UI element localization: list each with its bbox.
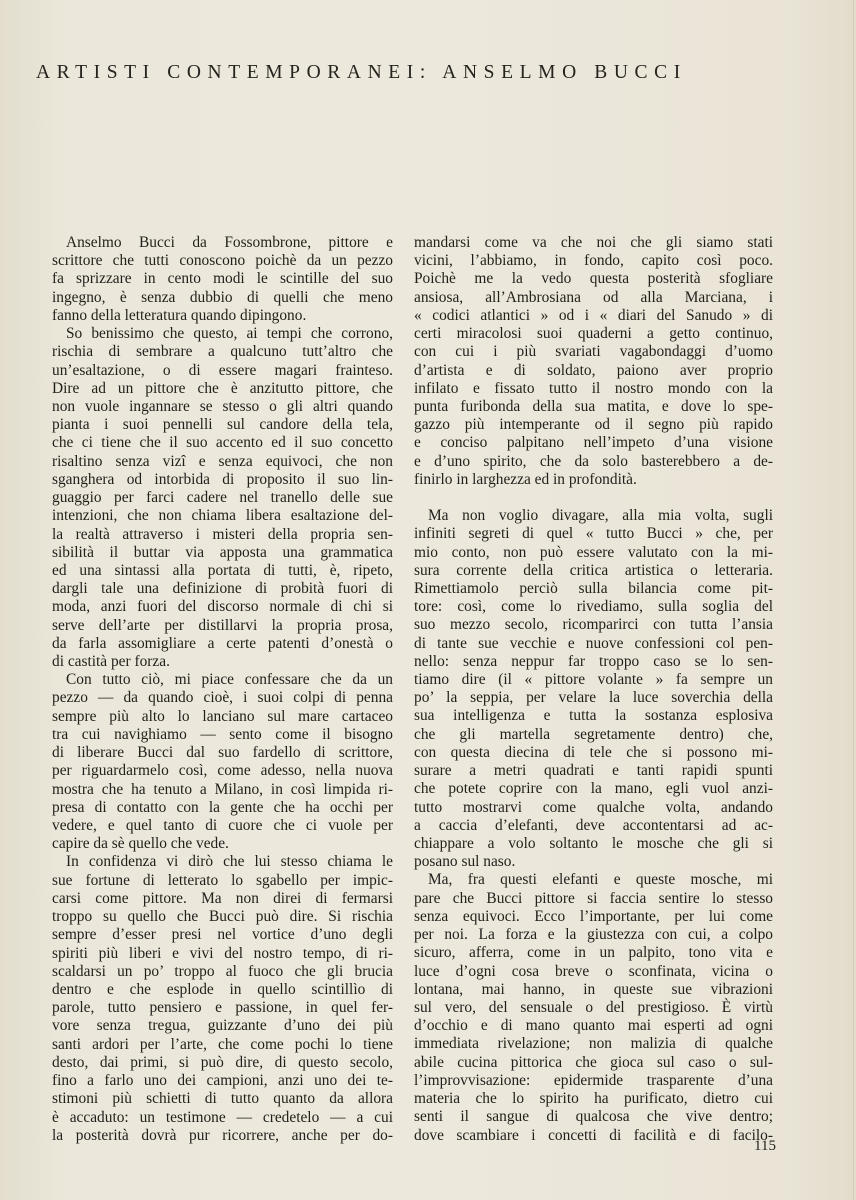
text-line: sicuro, afferra, come in un palpito, tono vita e	[414, 944, 773, 962]
text-line: sue fortune di letterato lo sgabello per impic-	[52, 871, 393, 889]
text-line: tore: così, come lo rivediamo, sulla soglia del	[414, 598, 773, 616]
text-line: senti il sangue di qualcosa che vive dentro;	[414, 1108, 773, 1126]
text-line: So benissimo che questo, ai tempi che corrono,	[66, 325, 393, 343]
text-line: abile cucina pittorica che gioca sul caso o sul-	[414, 1053, 773, 1071]
text-line: l’improvvisazione: epidermide trasparente d’una	[414, 1071, 773, 1089]
text-line: da farla assomigliare a certe patenti d’onestà o	[52, 634, 393, 652]
text-line: suo mezzo secolo, ricomparirci con tutta l’ansia	[414, 616, 773, 634]
text-line: sempre d’esser presi nel vortice d’uno degli	[52, 926, 393, 944]
text-line: vore senza tregua, guizzante d’uno dei più	[52, 1017, 393, 1035]
text-line: intenzioni, che non chiama libera esaltazione del-	[52, 507, 393, 525]
text-line: con cui i più svariati vagabondaggi d’uomo	[414, 343, 773, 361]
text-line: luce d’ogni cosa breve o sconfinata, vicina o	[414, 962, 773, 980]
text-column-left	[52, 234, 393, 1145]
text-line: senza equivoci. Ecco l’importante, per lui come	[414, 907, 773, 925]
text-line: guaggio per farci cadere nel tranello delle sue	[52, 489, 393, 507]
text-line: parole, tutto pensiero e passione, in quel fer-	[52, 999, 393, 1017]
text-line: Poichè me la vedo questa posterità sfogliare	[414, 270, 773, 288]
text-line: con questa diecina di tele che si possono mi-	[414, 743, 773, 761]
text-line: serve dell’arte per distillarvi la propria prosa,	[52, 616, 393, 634]
page-number: 115	[754, 1138, 776, 1154]
text-line: infiniti segreti di quel « tutto Bucci » che, per	[414, 525, 773, 543]
text-line: nello: senza neppur far troppo caso se lo sen-	[414, 652, 773, 670]
text-line: « codici atlantici » od i « diari del Sanudo » di	[414, 306, 773, 324]
text-line: In confidenza vi dirò che lui stesso chiama le	[66, 853, 393, 871]
text-line: desto, dai primi, si può dire, di questo secolo,	[52, 1053, 393, 1071]
text-line: Dire ad un pittore che è anzitutto pittore, che	[52, 379, 393, 397]
text-line: è accaduto: un testimone — credetelo — a cui	[52, 1108, 393, 1126]
text-line: lontana, mai hanno, in queste sue vibrazioni	[414, 980, 773, 998]
text-line: che gli martella segretamente dentro) che,	[414, 725, 773, 743]
text-line: dargli tale una definizione di probità fuori di	[52, 580, 393, 598]
text-line: d’occhio e di mano quanto mai esperti ad ogni	[414, 1017, 773, 1035]
text-line: non vuole ingannare se stesso o gli altri quando	[52, 397, 393, 415]
running-head: ARTISTI CONTEMPORANEI: ANSELMO BUCCI	[36, 62, 687, 83]
text-line: per riguardarmelo così, come adesso, nella nuova	[52, 762, 393, 780]
text-line: surare a metri quadrati e tanti rapidi spunti	[414, 762, 773, 780]
text-line: fanno della letteratura quando dipingono.	[52, 306, 307, 324]
text-line: d’artista e di soldato, paiono aver proprio	[414, 361, 773, 379]
text-line: ansiosa, all’Ambrosiana od alla Marciana, i	[414, 288, 773, 306]
text-line: la realtà attraverso i misteri della propria sen-	[52, 525, 393, 543]
text-line: dove scambiare i concetti di facilità e di facilo-	[414, 1126, 773, 1144]
text-line: vicini, l’abbiamo, in fondo, capito così poco.	[414, 252, 773, 270]
text-line: troppo su quello che Bucci può dire. Si rischia	[52, 908, 393, 926]
text-line: mostra che ha tenuto a Milano, in così limpida ri-	[52, 780, 393, 798]
text-line: tra cui navighiamo — sento come il bisogno	[52, 725, 393, 743]
text-line: che ci tiene che il suo accento ed il suo concetto	[52, 434, 393, 452]
text-line: punta furibonda della sua matita, e dove lo spe-	[414, 397, 773, 415]
text-line: pianta i suoi pennelli sul candore della tela,	[52, 416, 393, 434]
text-line: Ma, fra questi elefanti e queste mosche, mi	[428, 871, 773, 889]
text-line: infilato e fissato tutto il nostro mondo con la	[414, 379, 773, 397]
text-line: Con tutto ciò, mi piace confessare che da un	[66, 671, 393, 689]
page-edge	[853, 0, 854, 1200]
text-line: certi miracolosi suoi quaderni a getto continuo,	[414, 325, 773, 343]
text-line: chiappare a volo soltanto le mosche che gli si	[414, 835, 773, 852]
text-line: immediata rivelazione; non malizia di qualche	[414, 1035, 773, 1053]
text-line: di liberare Bucci dal suo fardello di scrittore,	[52, 744, 393, 762]
text-line: e d’uno spirito, che da solo basterebbero a de-	[414, 452, 773, 470]
text-line: ingegno, è senza dubbio di quelli che meno	[52, 288, 393, 306]
text-line: Rimettiamolo perciò sulla bilancia come pit-	[414, 579, 773, 597]
text-line: di castità per forza.	[52, 653, 170, 671]
text-line: mio conto, non può essere valutato con la mi-	[414, 543, 773, 561]
text-line: scaldarsi un po’ troppo al fuoco che gli brucia	[52, 962, 393, 980]
text-column-right	[414, 234, 773, 1145]
text-line: finirlo in larghezza ed in profondità.	[414, 470, 637, 488]
text-line: tutto mostrarvi come qualche volta, andando	[414, 798, 773, 816]
paragraph-gap	[414, 489, 773, 507]
text-line: sua intelligenza e tutta la sostanza esplosiva	[414, 707, 773, 725]
text-line: sura corrente della critica artistica o letteraria.	[414, 561, 773, 579]
text-line: ed una sintassi alla portata di tutti, è, ripeto,	[52, 561, 393, 579]
text-line: spiriti più liberi e vivi del nostro tempo, di ri-	[52, 944, 393, 962]
text-line: sibilità il buttar via apposta una grammatica	[52, 543, 393, 561]
text-line: risaltino senza vizî e senza equivoci, che non	[52, 452, 393, 470]
text-line: sganghera od intorbida di proposito il suo lin-	[52, 470, 393, 488]
text-line: Ma non voglio divagare, alla mia volta, sugli	[428, 507, 773, 525]
text-line: tiamo dire (il « pittore volante » fa sempre un	[414, 671, 773, 689]
text-line: vedere, e quel tanto di cuore che ci vuole per	[52, 817, 393, 834]
text-line: che potete coprire con la mano, egli vuol anzi-	[414, 780, 773, 798]
text-line: e conciso palpitano nell’impeto d’una visione	[414, 434, 773, 452]
text-line: dentro e che esplode in quello scintillìo di	[52, 980, 393, 998]
text-line: posano sul naso.	[414, 853, 516, 871]
text-line: sempre più alto lo lanciano sul mare cartaceo	[52, 707, 393, 725]
text-line: presa di contatto con la gente che ha occhi per	[52, 798, 393, 816]
text-line: un’esaltazione, o di essere magari frainteso.	[52, 361, 393, 379]
text-line: pezzo — da quando cioè, i suoi colpi di penna	[52, 689, 393, 707]
text-line: a caccia d’elefanti, deve accontentarsi ad ac-	[414, 816, 773, 834]
text-line: carsi come pittore. Ma non direi di fermarsi	[52, 889, 393, 907]
text-line: capire da sè quello che vede.	[52, 835, 229, 853]
text-line: di tante sue vecchie e nuove confessioni col pen-	[414, 634, 773, 652]
text-line: materia che lo spirito ha purificato, dietro cui	[414, 1090, 773, 1108]
text-line: la posterità dovrà pur ricorrere, anche per do-	[52, 1126, 393, 1144]
text-line: per noi. La forza e la giustezza con cui, a colpo	[414, 926, 773, 944]
text-line: rischia di sembrare a qualcuno tutt’altro che	[52, 343, 393, 361]
text-line: santi ardori per l’arte, che come pochi lo tiene	[52, 1035, 393, 1053]
text-line: moda, anzi fuori del discorso normale di chi si	[52, 598, 393, 616]
text-line: Anselmo Bucci da Fossombrone, pittore e	[66, 234, 393, 251]
text-line: sul vero, del sensuale o del prestigioso. È virtù	[414, 998, 773, 1016]
text-line: fa sprizzare in cento modi le scintille del suo	[52, 270, 393, 288]
text-line: mandarsi come va che noi che gli siamo stati	[414, 234, 773, 251]
text-line: gazzo più intemperante od il segno più rapido	[414, 416, 773, 434]
text-line: stimoni più schietti di tutto quanto da allora	[52, 1090, 393, 1108]
text-line: pare che Bucci pittore si faccia sentire lo stesso	[414, 889, 773, 907]
text-line: fino a farlo uno dei campioni, anzi uno dei te-	[52, 1072, 393, 1090]
text-line: po’ la seppia, per velare la luce soverchia della	[414, 689, 773, 707]
text-line: scrittore che tutti conoscono poichè da un pezzo	[52, 252, 393, 270]
